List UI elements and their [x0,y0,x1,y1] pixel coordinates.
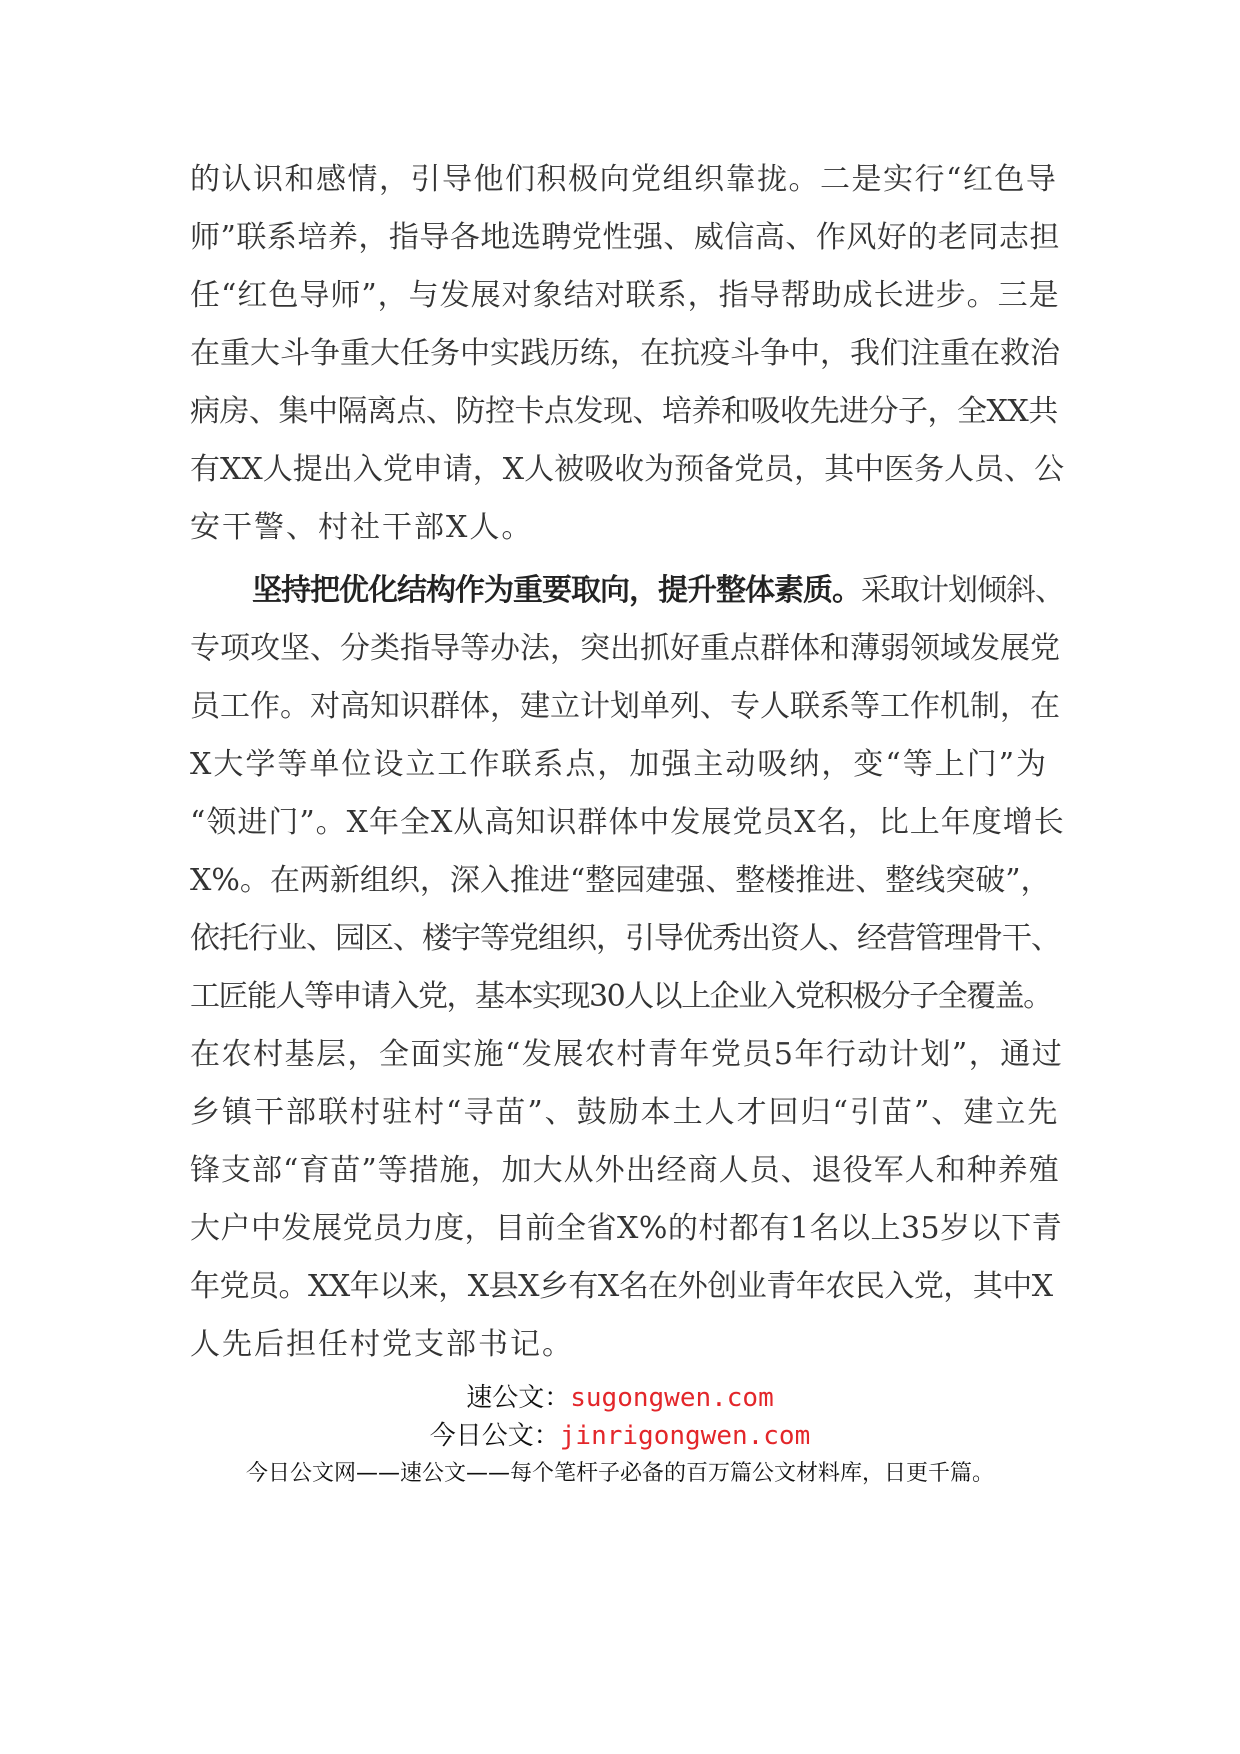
footer-label: 今日公文： [429,1421,560,1451]
paragraph-line: 师”联系培养，指导各地选聘党性强、威信高、作风好的老同志担 [190,220,1060,255]
paragraph-line: “领进门”。X年全X从高知识群体中发展党员X名，比上年度增长 [190,805,1065,840]
paragraph-line: 工匠能人等申请入党，基本实现30人以上企业入党积极分子全覆盖。 [190,979,1052,1014]
paragraph-text: 采取计划倾斜、 [861,573,1064,608]
paragraph-line: 乡镇干部联村驻村“寻苗”、鼓励本土人才回归“引苗”、建立先 [190,1095,1060,1130]
footer-label: 速公文： [466,1383,571,1413]
paragraph-line: 在农村基层，全面实施“发展农村青年党员5年行动计划”，通过 [190,1037,1064,1072]
paragraph-heading: 坚持把优化结构作为重要取向，提升整体素质。 [252,573,861,608]
paragraph2-first-line [252,571,1064,611]
paragraph-line: 锋支部“育苗”等措施，加大从外出经商人员、退役军人和种养殖 [190,1153,1060,1188]
footer-tagline: 今日公文网——速公文——每个笔杆子必备的百万篇公文材料库，日更千篇。 [245,1461,994,1486]
paragraph-line: 安干警、村社干部X人。 [190,510,534,545]
paragraph-line: 的认识和感情，引导他们积极向党组织靠拢。二是实行“红色导 [190,162,1058,197]
paragraph-line: 在重大斗争重大任务中实践历练，在抗疫斗争中，我们注重在救治 [190,336,1060,371]
sugongwen-link[interactable]: sugongwen.com [570,1383,774,1413]
paragraph-line: 有XX人提出入党申请，X人被吸收为预备党员，其中医务人员、公 [190,452,1065,487]
paragraph-line: 员工作。对高知识群体，建立计划单列、专人联系等工作机制，在 [190,689,1060,724]
jinrigongwen-link[interactable]: jinrigongwen.com [559,1421,811,1451]
paragraph-line: X大学等单位设立工作联系点，加强主动吸纳，变“等上门”为 [190,747,1049,782]
paragraph-line: 任“红色导师”，与发展对象结对联系，指导帮助成长进步。三是 [190,278,1060,313]
paragraph-line: 专项攻坚、分类指导等办法，突出抓好重点群体和薄弱领域发展党 [190,631,1060,666]
paragraph-line: 人先后担任村党支部书记。 [190,1327,574,1362]
paragraph-line: X%。在两新组织，深入推进“整园建强、整楼推进、整线突破”， [190,863,1051,898]
footer-line-sugongwen [0,1381,1240,1415]
paragraph-line: 依托行业、园区、楼宇等党组织，引导优秀出资人、经营管理骨干、 [190,921,1060,956]
paragraph-line: 年党员。XX年以来，X县X乡有X名在外创业青年农民入党，其中X [190,1269,1053,1304]
footer-line-jinrigongwen [0,1419,1240,1453]
paragraph-line: 病房、集中隔离点、防控卡点发现、培养和吸收先进分子，全XX共 [190,394,1058,429]
paragraph-line: 大户中发展党员力度，目前全省X%的村都有1名以上35岁以下青 [190,1211,1063,1246]
